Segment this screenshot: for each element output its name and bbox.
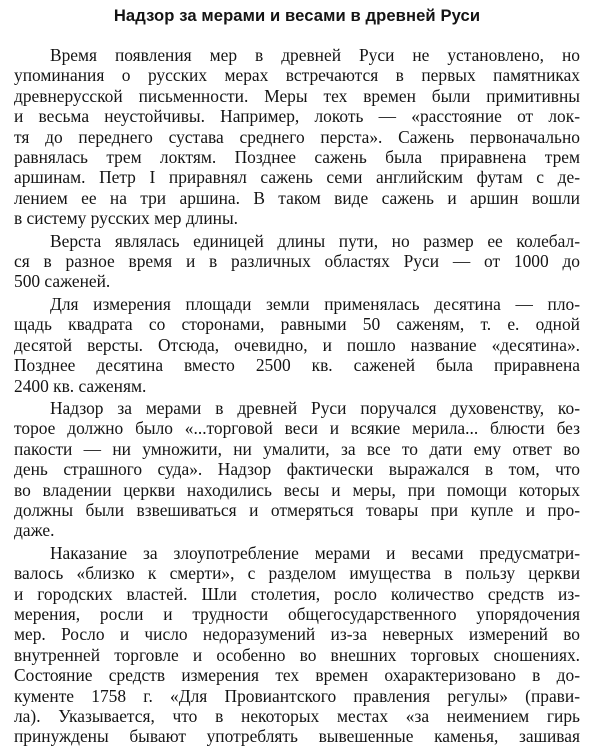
text-line: 500 саженей. (14, 271, 111, 292)
text-line: упоминания о русских мерах встречаются в первых памятниках (14, 65, 580, 86)
paragraph (14, 231, 580, 292)
text-line: ла). Указывается, что в некоторых местах «за неимением гирь (14, 706, 580, 726)
text-line: Состояние средств измерения тех времен охарактеризовано в до- (14, 665, 580, 686)
document-body (14, 45, 580, 747)
text-line: щадь квадрата со сторонами, равными 50 саженям, т. е. одной (14, 314, 580, 335)
document-title: Надзор за мерами и весами в древней Руси (113, 6, 481, 25)
text-line: Наказание за злоупотребление мерами и весами предусматри- (50, 542, 580, 563)
text-line: аршинам. Петр I приравнял сажень семи английским футам с де- (14, 167, 580, 188)
text-line: должны были взвешиваться и отмеряться товары при купле и про- (14, 499, 580, 520)
text-line: Позднее десятина вместо 2500 кв. саженей была приравнена (14, 355, 580, 376)
text-line: лением ее на три аршина. В таком виде сажень и аршин вошли (14, 187, 580, 208)
text-line: Время появления мер в древней Руси не установлено, но (50, 45, 580, 65)
paragraph (14, 398, 580, 541)
paragraph (14, 543, 580, 747)
text-line: пакости — ни умножити, ни умалити, за все то дати ему ответ во (14, 438, 580, 459)
text-line: кументе 1758 г. «Для Провиантского правления регулы» (прави- (14, 685, 580, 706)
paragraph (14, 45, 580, 229)
text-line: день страшного суда». Надзор фактически выражался в том, что (14, 459, 580, 480)
text-line: Верста являлась единицей длины пути, но размер ее колебал- (50, 230, 580, 251)
text-line: в систему русских мер длины. (14, 208, 239, 229)
text-line: валось «близко к смерти», с разделом имущества в пользу церкви (14, 563, 580, 584)
text-line: древнерусской письменности. Меры тех времен были примитивны (14, 85, 580, 106)
text-line: и городских властей. Шли столетия, росло количество средств из- (14, 583, 580, 604)
document-page (14, 6, 580, 749)
paragraph (14, 294, 580, 396)
text-line: принуждены бывают употреблять вывешенные каменья, зашивая (14, 726, 580, 747)
text-line: десятой версты. Отсюда, очевидно, и пошло название «десятина». (14, 334, 580, 355)
text-line: мерения, росли и трудности общегосударственного упорядочения (14, 603, 580, 624)
text-line: Надзор за мерами в древней Руси поручался духовенству, ко- (50, 397, 580, 418)
text-line: внутренней торговле и особенно во внешних торговых сношениях. (14, 644, 580, 665)
text-line: торое должно было «...торговой веси и всякие мерила... блюсти без (14, 418, 580, 439)
text-line: Для измерения площади земли применялась десятина — пло- (50, 293, 580, 314)
text-line: ся в разное время и в различных областях Руси — от 1000 до (14, 251, 580, 272)
text-line: 2400 кв. саженям. (14, 375, 147, 396)
text-line: мер. Росло и число недоразумений из-за неверных измерений во (14, 624, 580, 645)
text-line: тя до переднего сустава среднего перста». Сажень первоначально (14, 126, 580, 147)
text-line: даже. (14, 520, 55, 541)
text-line: равнялась трем локтям. Позднее сажень была приравнена трем (14, 147, 580, 168)
text-line: во владении церкви находились весы и меры, при помощи которых (14, 479, 580, 500)
text-line: и весьма неустойчивы. Например, локоть — «расстояние от лок- (14, 106, 580, 127)
